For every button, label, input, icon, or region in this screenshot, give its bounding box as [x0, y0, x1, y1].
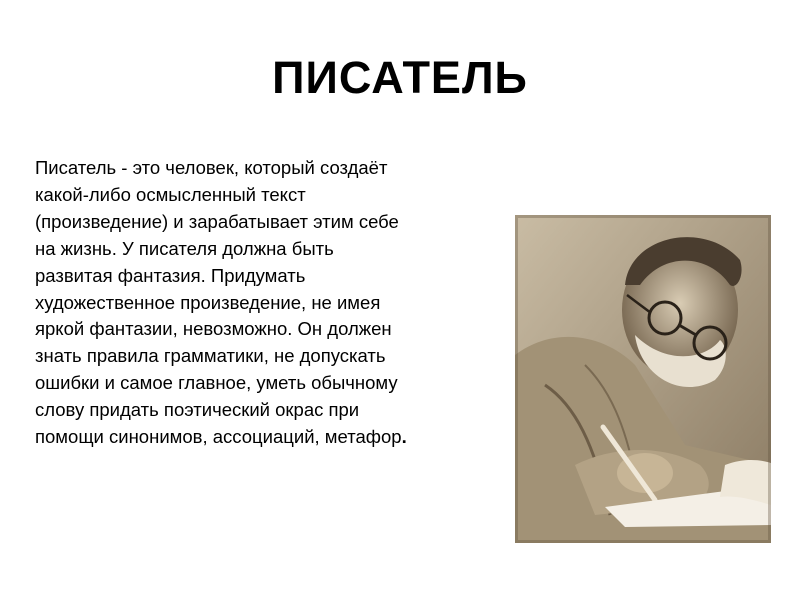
body-line: Писатель - это человек, который создаёт [35, 157, 388, 178]
body-line: слову придать поэтический окрас при [35, 399, 360, 421]
body-line-text: помощи синонимов, ассоциаций, метафор [35, 426, 402, 448]
body-line: художественное произведение, не имея [35, 291, 381, 313]
body-line: ошибки и самое главное, уметь обычному [35, 372, 398, 394]
photo-illustration [515, 215, 771, 543]
writer-portrait-photo [515, 215, 771, 543]
body-line: на жизнь. У писателя должна быть [35, 237, 334, 259]
final-period: . [401, 426, 407, 448]
slide-title: ПИСАТЕЛЬ [272, 52, 528, 103]
body-paragraph [35, 155, 485, 451]
body-line-last [35, 424, 485, 451]
body-line: какой-либо осмысленный текст [35, 183, 306, 205]
body-line: знать правила грамматики, не допускать [35, 345, 386, 367]
body-line: развитая фантазия. Придумать [35, 264, 306, 286]
body-line: яркой фантазии, невозможно. Он должен [35, 318, 392, 340]
body-line: (произведение) и зарабатывает этим себе [35, 210, 399, 232]
